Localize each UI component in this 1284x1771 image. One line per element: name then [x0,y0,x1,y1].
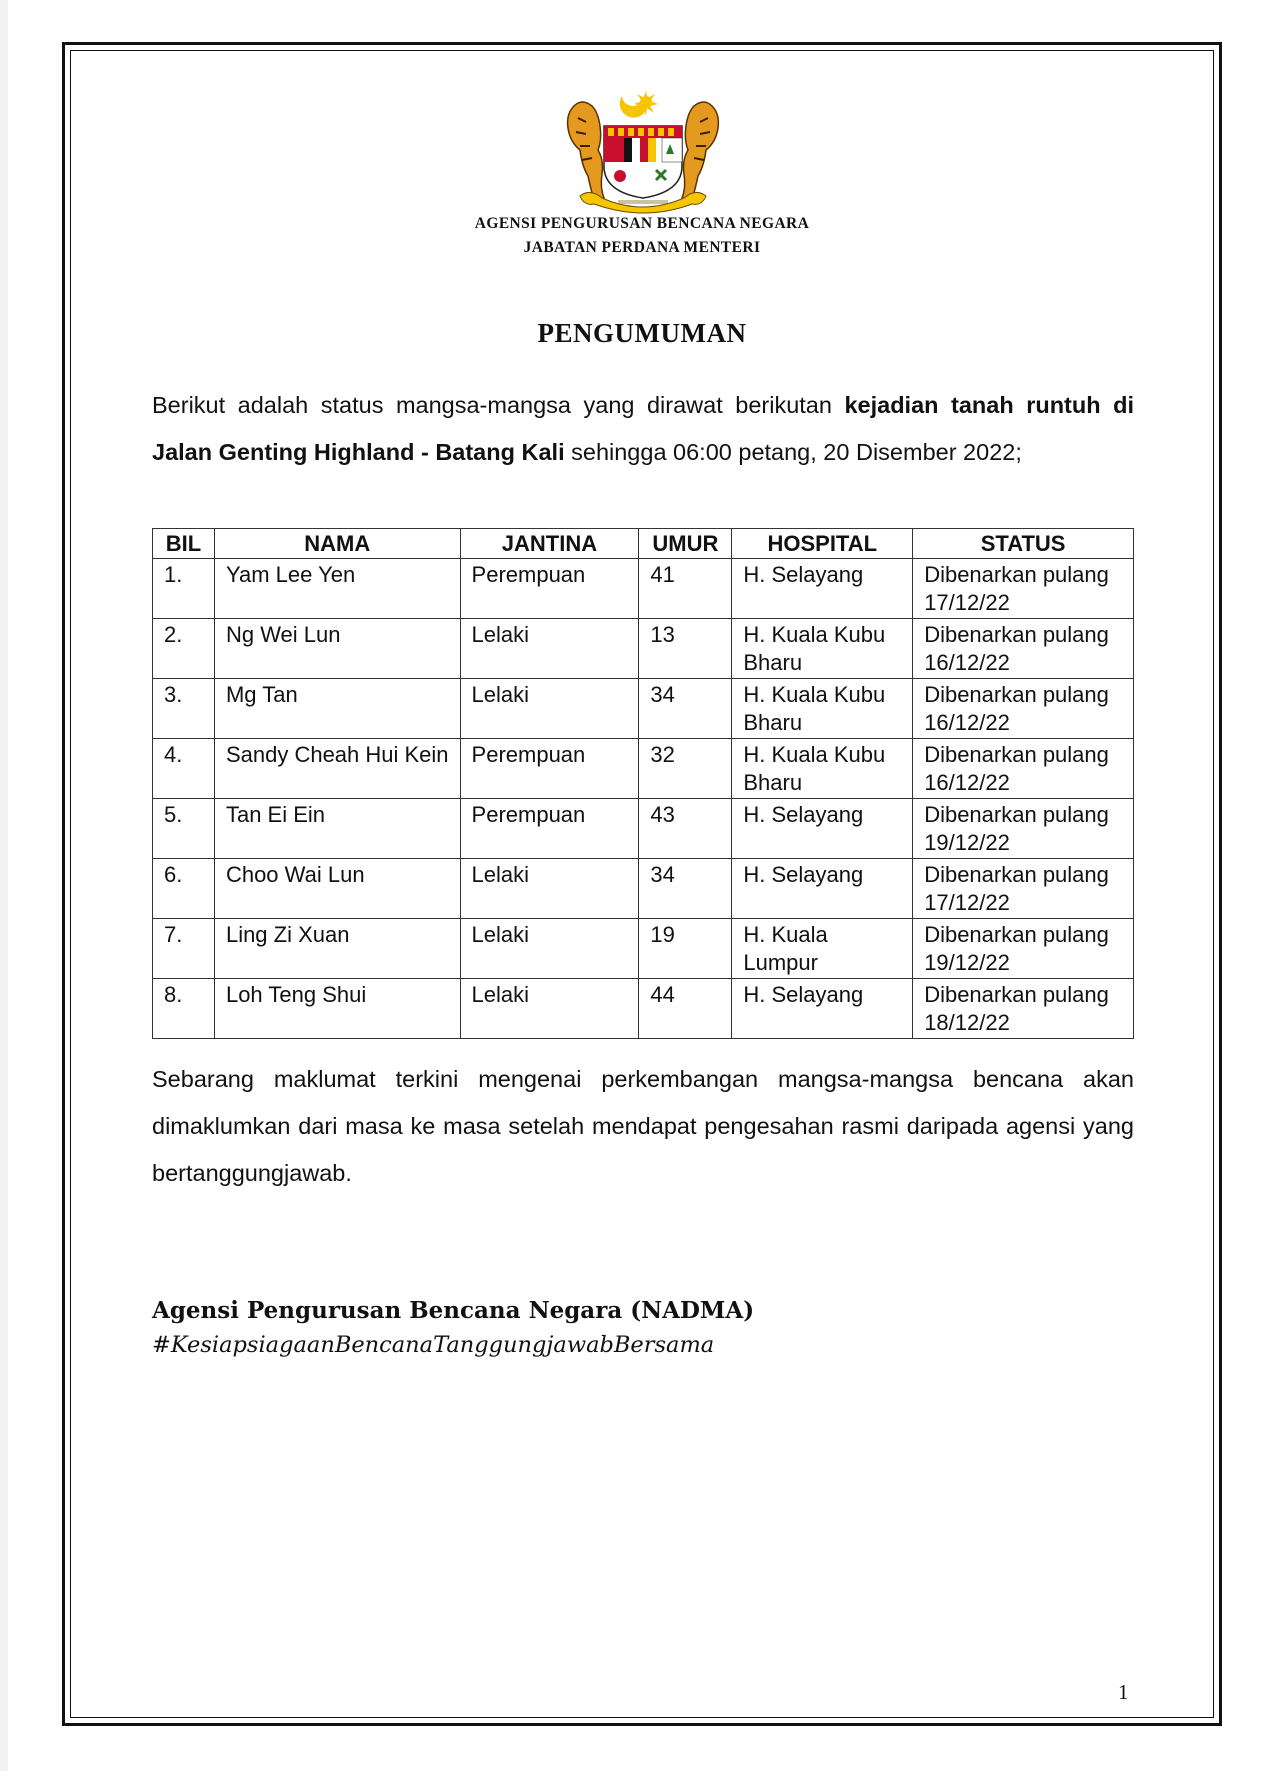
cell-bil: 5. [153,799,215,859]
table-row [153,619,1134,679]
page-number: 1 [1118,1680,1129,1704]
right-tiger-icon [682,102,718,200]
cell-nama: Choo Wai Lun [214,859,460,919]
signature-hashtag: #KesiapsiagaanBencanaTanggungjawabBersama [152,1332,715,1358]
cell-hospital: H. Selayang [732,859,913,919]
cell-jantina: Perempuan [460,799,639,859]
cell-umur: 32 [639,739,732,799]
column-header-umur: UMUR [639,529,732,559]
cell-jantina: Lelaki [460,979,639,1039]
cell-hospital: H. Kuala Kubu Bharu [732,679,913,739]
cell-hospital: H. Selayang [732,799,913,859]
victims-status-table [152,528,1134,1039]
cell-bil: 3. [153,679,215,739]
cell-nama: Tan Ei Ein [214,799,460,859]
left-tiger-icon [568,102,604,200]
cell-jantina: Perempuan [460,559,639,619]
shield-icon [604,126,682,198]
cell-umur: 19 [639,919,732,979]
table-row [153,979,1134,1039]
cell-nama: Ling Zi Xuan [214,919,460,979]
cell-jantina: Lelaki [460,859,639,919]
cell-jantina: Lelaki [460,919,639,979]
cell-status: Dibenarkan pulang 19/12/22 [913,799,1134,859]
cell-bil: 1. [153,559,215,619]
cell-status: Dibenarkan pulang 16/12/22 [913,739,1134,799]
intro-text-end: sehingga 06:00 petang, 20 Disember 2022; [564,439,1022,465]
cell-nama: Yam Lee Yen [214,559,460,619]
column-header-jantina: JANTINA [460,529,639,559]
cell-status: Dibenarkan pulang 16/12/22 [913,679,1134,739]
cell-umur: 34 [639,859,732,919]
cell-nama: Sandy Cheah Hui Kein [214,739,460,799]
table-row [153,799,1134,859]
closing-paragraph: Sebarang maklumat terkini mengenai perkembangan mangsa-mangsa bencana akan dimaklumkan dari masa ke masa setelah mendapat pengesahan rasmi daripada agensi yang bertanggungjawab. [152,1066,1134,1186]
cell-jantina: Perempuan [460,739,639,799]
cell-status: Dibenarkan pulang 17/12/22 [913,859,1134,919]
cell-status: Dibenarkan pulang 17/12/22 [913,559,1134,619]
cell-umur: 44 [639,979,732,1039]
cell-umur: 43 [639,799,732,859]
cell-umur: 41 [639,559,732,619]
cell-status: Dibenarkan pulang 18/12/22 [913,979,1134,1039]
table-row [153,679,1134,739]
intro-text-start: Berikut adalah status mangsa-mangsa yang dirawat berikutan [152,392,845,418]
cell-jantina: Lelaki [460,619,639,679]
table-row [153,859,1134,919]
coat-of-arms-emblem [560,88,726,216]
cell-umur: 34 [639,679,732,739]
column-header-hospital: HOSPITAL [732,529,913,559]
table-row [153,739,1134,799]
cell-hospital: H. Kuala Kubu Bharu [732,619,913,679]
column-header-nama: NAMA [214,529,460,559]
table-row [153,919,1134,979]
column-header-bil: BIL [153,529,215,559]
cell-bil: 8. [153,979,215,1039]
cell-bil: 7. [153,919,215,979]
cell-status: Dibenarkan pulang 16/12/22 [913,619,1134,679]
cell-bil: 6. [153,859,215,919]
table-row [153,559,1134,619]
signature-agency: Agensi Pengurusan Bencana Negara (NADMA) [152,1297,755,1324]
announcement-title: PENGUMUMAN [537,318,747,348]
cell-nama: Mg Tan [214,679,460,739]
cell-bil: 4. [153,739,215,799]
intro-paragraph [152,382,1134,476]
cell-jantina: Lelaki [460,679,639,739]
cell-bil: 2. [153,619,215,679]
cell-umur: 13 [639,619,732,679]
cell-hospital: H. Selayang [732,559,913,619]
cell-hospital: H. Kuala Kubu Bharu [732,739,913,799]
agency-name: AGENSI PENGURUSAN BENCANA NEGARA [474,215,810,232]
table-header-row [153,529,1134,559]
cell-hospital: H. Selayang [732,979,913,1039]
column-header-status: STATUS [913,529,1134,559]
incident-description: kejadian tanah runtuh di Jalan Genting Highland - Batang Kali [152,392,1134,465]
cell-nama: Loh Teng Shui [214,979,460,1039]
cell-nama: Ng Wei Lun [214,619,460,679]
cell-status: Dibenarkan pulang 19/12/22 [913,919,1134,979]
cell-hospital: H. Kuala Lumpur [732,919,913,979]
department-name: JABATAN PERDANA MENTERI [523,239,761,256]
